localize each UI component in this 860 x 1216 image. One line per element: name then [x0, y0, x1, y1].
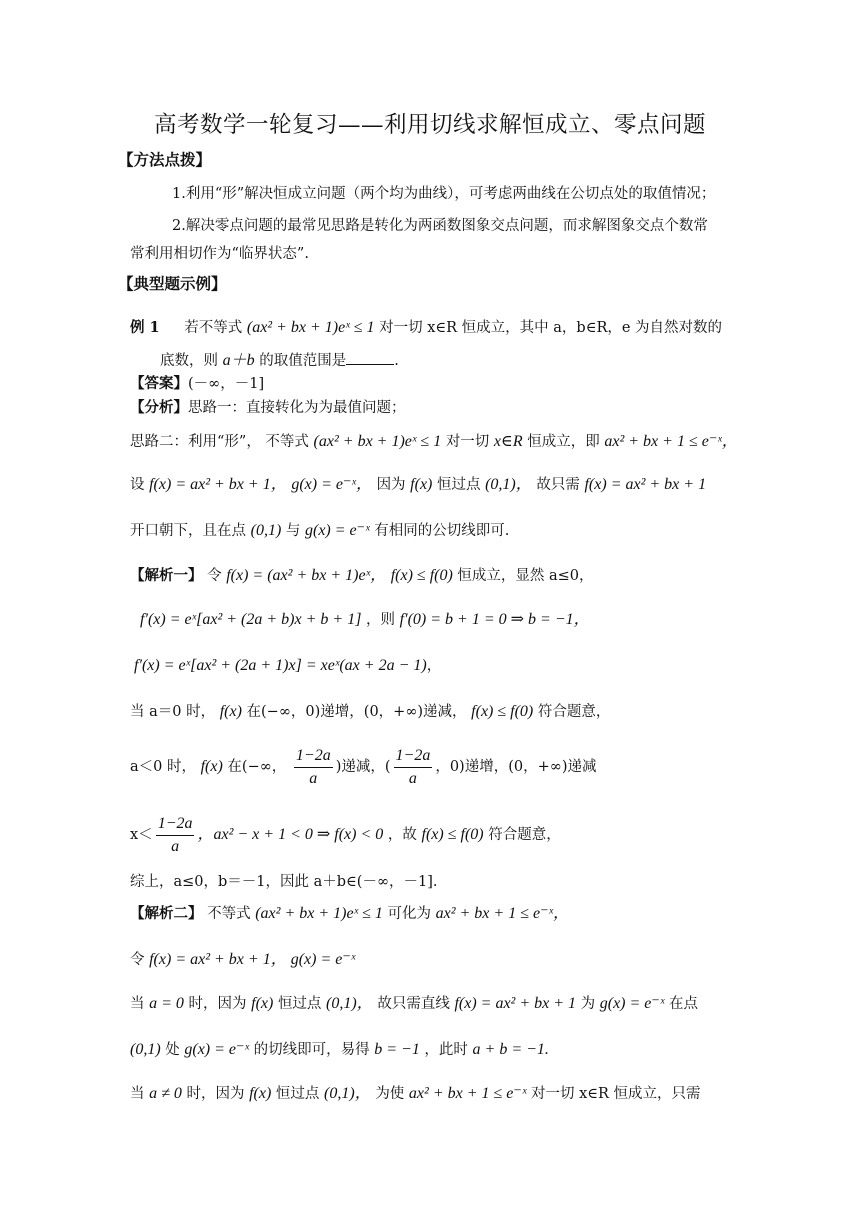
- method-heading: 【方法点拨】: [118, 150, 212, 169]
- example-1-question: 例 1 若不等式 (ax² + bx + 1)eˣ ≤ 1 对一切 x∈R 恒成立，其中 a，b∈R，e 为自然对数的: [130, 319, 723, 336]
- solution-1-conclusion: 综上，a≤0，b＝－1，因此 a＋b∈(－∞，－1].: [130, 874, 438, 890]
- method-point-2: 2.解决零点问题的最常见思路是转化为两函数图象交点问题，而求解图象交点个数常: [172, 218, 708, 234]
- analysis-line-4: 开口朝下，且在点 (0,1) 与 g(x) = e⁻ˣ 有相同的公切线即可.: [130, 522, 510, 539]
- solution-2-line-4: (0,1) 处 g(x) = e⁻ˣ 的切线即可，易得 b = −1 ，此时 a + b = −1.: [130, 1041, 549, 1058]
- answer-blank: [346, 350, 394, 365]
- fraction: $\frac{1-2a}{a}$: [395, 746, 431, 787]
- analysis-idea-1: 【分析】思路一：直接转化为为最值问题；: [130, 399, 406, 416]
- example-1-question-line2: 底数，则 a＋b 的取值范围是 .: [160, 352, 399, 369]
- answer: 【答案】(－∞，－1]: [130, 375, 265, 392]
- method-point-3: 常利用相切作为“临界状态”.: [130, 246, 309, 262]
- fraction: $\frac{1-2a}{a}$: [157, 814, 193, 855]
- solution-1-line-1: 【解析一】 令 f(x) = (ax² + bx + 1)eˣ， f(x) ≤ f(0) 恒成立，显然 a≤0，: [130, 567, 594, 584]
- page-title: 高考数学一轮复习——利用切线求解恒成立、零点问题: [154, 112, 707, 138]
- solution-1-line-3: f′(x) = eˣ[ax² + (2a + 1)x] = xeˣ(ax + 2a − 1)，: [134, 657, 442, 674]
- solution-2-line-2: 令 f(x) = ax² + bx + 1， g(x) = e⁻ˣ: [130, 951, 356, 968]
- solution-2-line-3: 当 a = 0 时，因为 f(x) 恒过点 (0,1)， 故只需直线 f(x) = ax² + bx + 1 为 g(x) = e⁻ˣ 在点: [130, 995, 698, 1012]
- example-label: 例 1: [130, 319, 160, 336]
- fraction: $\frac{1-2a}{a}$: [295, 746, 331, 787]
- solution-2-line-1: 【解析二】 不等式 (ax² + bx + 1)eˣ ≤ 1 可化为 ax² + bx + 1 ≤ e⁻ˣ，: [130, 905, 570, 922]
- analysis-line-3: 设 f(x) = ax² + bx + 1， g(x) = e⁻ˣ， 因为 f(x) 恒过点 (0,1)， 故只需 f(x) = ax² + bx + 1: [130, 476, 707, 493]
- solution-1-line-5: a＜0 时， f(x) 在(−∞， $\frac{1-2a}{a}$ )递减，( $\frac{1-2a}{a}$ ，0)递增，(0，+∞)递减: [130, 744, 596, 790]
- solution-1-line-6: x＜ $\frac{1-2a}{a}$ ，ax² − x + 1 < 0 ⇒ f(x) < 0 ，故 f(x) ≤ f(0) 符合题意，: [130, 812, 561, 858]
- solution-1-line-4: 当 a＝0 时， f(x) 在(−∞，0)递增，(0，+∞)递减， f(x) ≤ f(0) 符合题意，: [130, 703, 611, 720]
- analysis-idea-2: 思路二：利用“形”， 不等式 (ax² + bx + 1)eˣ ≤ 1 对一切 x∈R 恒成立，即 ax² + bx + 1 ≤ e⁻ˣ，: [130, 433, 738, 450]
- method-point-1: 1.利用“形”解决恒成立问题（两个均为曲线），可考虑两曲线在公切点处的取值情况；: [172, 186, 716, 202]
- solution-2-line-5: 当 a ≠ 0 时，因为 f(x) 恒过点 (0,1)， 为使 ax² + bx + 1 ≤ e⁻ˣ 对一切 x∈R 恒成立，只需: [130, 1085, 701, 1102]
- example-heading: 【典型题示例】: [118, 274, 227, 293]
- solution-1-line-2: f′(x) = eˣ[ax² + (2a + b)x + b + 1] ，则 f′(0) = b + 1 = 0 ⇒ b = −1，: [140, 611, 590, 628]
